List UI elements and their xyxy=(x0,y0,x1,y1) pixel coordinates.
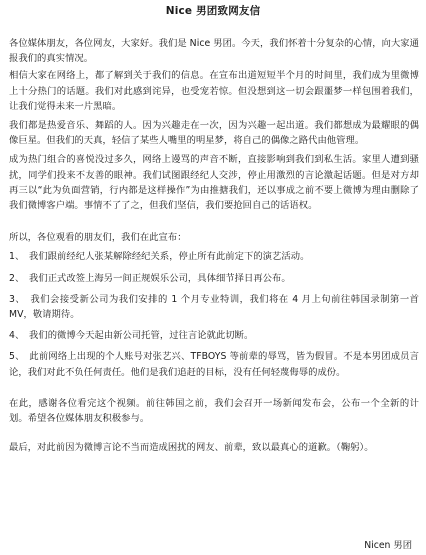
announcement-item-5: 5、 此前网络上出现的个人账号对张艺兴、TFBOYS 等前辈的辱骂，皆为假冒。不是本男团成员言论，我们对此不负任何责任。他们是我们追赶的目标，没有任何轻蔑侮辱的成份。 xyxy=(9,351,419,378)
signature: Nicen 男团 xyxy=(364,540,412,551)
announcement-item-4: 4、 我们的微博今天起由新公司托管，过往言论就此切断。 xyxy=(9,330,254,342)
announcement-item-2: 2、 我们正式改签上海另一间正规娱乐公司，具体细节择日再公布。 xyxy=(9,272,291,284)
greeting-paragraph: 各位媒体朋友，各位网友，大家好。我们是 Nice 男团。今天，我们怀着十分复杂的心情，向大家通报我们的真实情况。 xyxy=(9,38,419,65)
paragraph-2: 我们都是热爱音乐、舞蹈的人。因为兴趣走在一次，因为兴趣一起出道。我们都想成为最耀眼的偶像巨星。但我们的天真，轻信了某些人嘴里的明星梦，将自己的偶像之路代由他管理。 xyxy=(9,120,419,147)
announcement-intro: 所以，各位观看的朋友们，我们在此宣布： xyxy=(9,232,187,244)
paragraph-1: 相信大家在网络上，都了解到关于我们的信息。在宣布出道短短半个月的时间里，我们成为里微博上十分热门的话题。我们对此感到诧异，也受宠若惊。但没想到这一切会跟噩梦一样包围着我们，让我们觉得未来一片黑暗。 xyxy=(9,70,419,112)
paragraph-3: 成为热门组合的喜悦没过多久，网络上谩骂的声音不断，直接影响到我们到私生活。家里人遭到骚扰，同学们投来不友善的眼神。我们试图跟经纪人交涉，停止用激烈的言论激起话题。但是对方却再三以“此为负面营销，行内都是这样操作”为由推搪我们，还以事成之前不要上微博为理由删除了我们微博客户端。事情不了了之，但我们坚信，我们要抢回自己的话语权。 xyxy=(9,154,419,212)
document-title: Nice 男团致网友信 xyxy=(165,5,261,17)
closing-paragraph-1: 在此，感谢各位看完这个视频。前往韩国之前，我们会召开一场新闻发布会，公布一个全新的计划。希望各位媒体朋友积极参与。 xyxy=(9,397,419,425)
letter-body xyxy=(9,36,419,459)
announcement-item-3: 3、 我们会接受新公司为我们安排的 1 个月专业特训，我们将在 4 月上旬前往韩国录制第一首 MV，敬请期待。 xyxy=(9,293,419,321)
announcement-item-1: 1、 我们跟前经纪人张某解除经纪关系，停止所有此前定下的演艺活动。 xyxy=(9,251,310,263)
closing-paragraph-2: 最后，对此前因为微博言论不当而造成困扰的网友、前辈，致以最真心的道歉。（鞠躬）。 xyxy=(9,442,374,454)
